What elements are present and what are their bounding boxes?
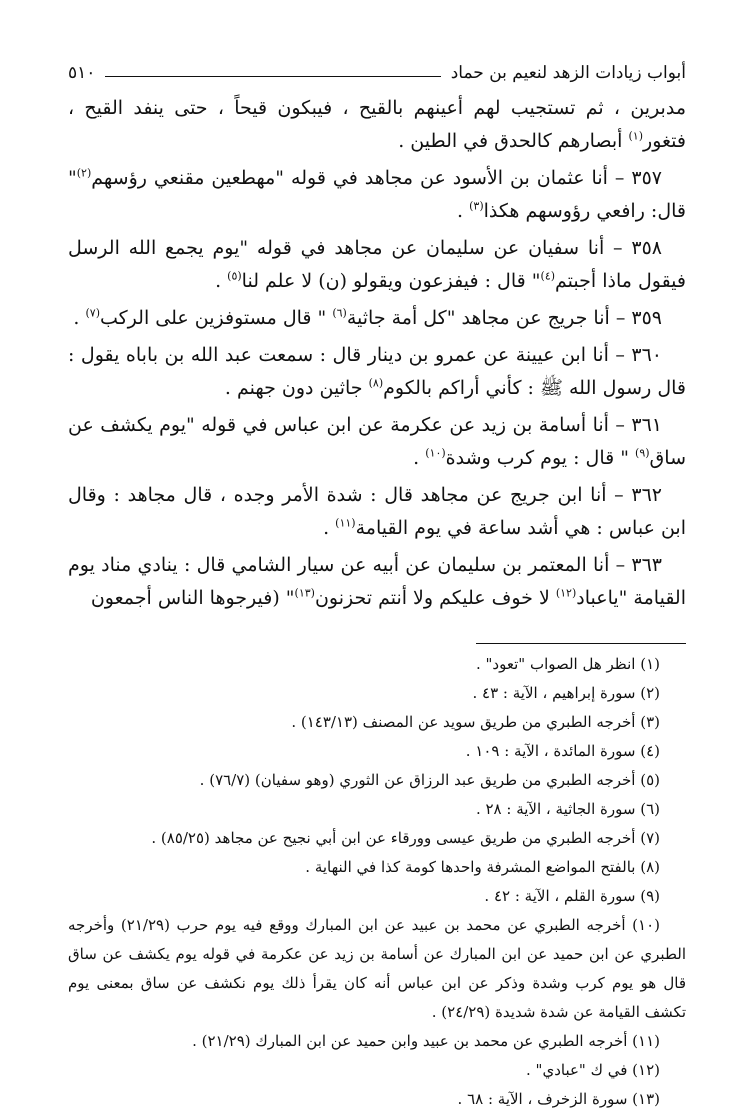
footnote: (١٣) سورة الزخرف ، الآية : ٦٨ .: [457, 1090, 660, 1108]
footnote-marker: (١١): [335, 516, 356, 530]
continued-paragraph: [68, 92, 686, 158]
footnote: (٣) أخرجه الطبري من طريق سويد عن المصنف (١٤٣/١٣) .: [291, 713, 660, 731]
footnote-separator: [476, 643, 686, 644]
footnote: (٧) أخرجه الطبري من طريق عيسى وورقاء عن ابن أبي نجيح عن مجاهد (٨٥/٢٥) .: [151, 829, 660, 847]
footnote: (٤) سورة المائدة ، الآية : ١٠٩ .: [465, 742, 660, 760]
paragraph-text: ٣٥٨ – أنا سفيان عن سليمان عن مجاهد في قوله "يوم يجمع الله الرسل فيقول ماذا أجبتم: [68, 237, 686, 292]
paragraph-text: ٣٦٣ – أنا المعتمر بن سليمان عن أبيه عن سيار الشامي قال : ينادي مناد يوم القيامة "ياعباد: [68, 554, 686, 609]
page-number: ٥١٠: [68, 63, 96, 83]
footnote: (١٢) في ك "عبادي" .: [526, 1061, 660, 1079]
footnote-marker: (١٢): [555, 586, 577, 600]
book-page: [68, 58, 686, 1114]
main-text: [68, 92, 686, 615]
footnote-marker: (١): [628, 129, 644, 143]
footnote-marker: (٧): [85, 306, 100, 320]
narration-paragraph: [68, 162, 686, 228]
footnote-marker: (٣): [469, 199, 484, 213]
footnotes: [68, 650, 686, 1114]
footnote-marker: (١٣): [294, 586, 315, 600]
narration-paragraph: [68, 232, 686, 298]
footnote: (١١) أخرجه الطبري عن محمد بن عبيد وابن حميد عن ابن المبارك (٢١/٢٩) .: [192, 1032, 660, 1050]
paragraph-text: جاثين دون جهنم .: [224, 377, 369, 399]
running-title: أبواب زيادات الزهد لنعيم بن حماد: [450, 63, 686, 83]
footnote-marker: (٥): [227, 269, 242, 283]
footnote-marker: (٩): [635, 446, 650, 460]
paragraph-text: " قال مستوفزين على الركب: [99, 307, 333, 329]
footnote-marker: (٨): [368, 376, 384, 390]
paragraph-text: ٣٦٢ – أنا ابن جريج عن مجاهد قال : شدة الأمر وجده ، قال مجاهد : وقال ابن عباس : هي أشد ساعة في يوم القيامة: [68, 484, 686, 539]
footnote: (٥) أخرجه الطبري من طريق عبد الرزاق عن الثوري (وهو سفيان) (٧٦/٧) .: [199, 771, 660, 789]
footnote-marker: (٦): [332, 306, 347, 320]
paragraph-text: مدبرين ، ثم تستجيب لهم أعينهم بالقيح ، فيبكون قيحاً ، حتى ينفد القيح ، فتغور: [68, 97, 686, 152]
footnote: (٢) سورة إبراهيم ، الآية : ٤٣ .: [472, 684, 660, 702]
footnote: (٩) سورة القلم ، الآية : ٤٢ .: [484, 887, 660, 905]
paragraph-text: " قال: رافعي رؤوسهم هكذا: [68, 167, 686, 222]
narration-paragraph: [68, 409, 686, 475]
footnote: (٦) سورة الجاثية ، الآية : ٢٨ .: [475, 800, 660, 818]
paragraph-text: .: [73, 307, 86, 329]
paragraph-text: .: [457, 200, 470, 222]
header-rule: [105, 76, 440, 77]
running-header: [68, 58, 686, 88]
paragraph-text: ٣٦١ – أنا أسامة بن زيد عن عكرمة عن ابن عباس في قوله "يوم يكشف عن ساق: [68, 414, 686, 469]
paragraph-text: أبصارهم كالحدق في الطين .: [398, 130, 629, 152]
paragraph-text: ٣٦٠ – أنا ابن عيينة عن عمرو بن دينار قال : سمعت عبد الله بن باباه يقول : قال رسول الله ﷺ : كأني أراكم بالكوم: [68, 344, 686, 399]
paragraph-text: .: [215, 270, 228, 292]
narration-paragraph: [68, 302, 686, 335]
paragraph-text: ٣٥٧ – أنا عثمان بن الأسود عن مجاهد في قوله "مهطعين مقنعي رؤسهم: [91, 167, 662, 189]
paragraph-text: .: [413, 447, 426, 469]
paragraph-text: .: [323, 517, 336, 539]
narration-paragraph: [68, 479, 686, 545]
footnote: (١٠) أخرجه الطبري عن محمد بن عبيد عن ابن المبارك ووقع فيه يوم حرب (٢١/٢٩) وأخرجه الطبري عن ابن حميد عن ابن المبارك عن أسامة بن زيد عن عكرمة في قوله يوم يكشف عن ساق قال هو يوم كرب وشدة وذكر عن ابن عباس أنه كان يقرأ ذلك يوم نكشف عن ساق بمعنى يوم تكشف القيامة عن شدة شديدة (٢٤/٢٩) .: [68, 916, 686, 1021]
paragraph-text: لا خوف عليكم ولا أنتم تحزنون: [314, 587, 556, 609]
narration-paragraph: [68, 549, 686, 615]
paragraph-text: " (فيرجوها الناس أجمعون: [90, 587, 295, 609]
footnote-marker: (٤): [540, 269, 556, 283]
footnote-marker: (١٠): [425, 446, 446, 460]
paragraph-text: ٣٥٩ – أنا جريج عن مجاهد "كل أمة جاثية: [346, 307, 662, 329]
paragraph-text: " قال : فيفزعون ويقولو (ن) لا علم لنا: [241, 270, 541, 292]
footnote: (١) انظر هل الصواب "تعود" .: [476, 655, 660, 673]
footnote: (٨) بالفتح المواضع المشرفة واحدها كومة كذا في النهاية .: [305, 858, 660, 876]
narration-paragraph: [68, 339, 686, 405]
footnote-marker: (٢): [76, 166, 92, 180]
paragraph-text: " قال : يوم كرب وشدة: [445, 447, 636, 469]
